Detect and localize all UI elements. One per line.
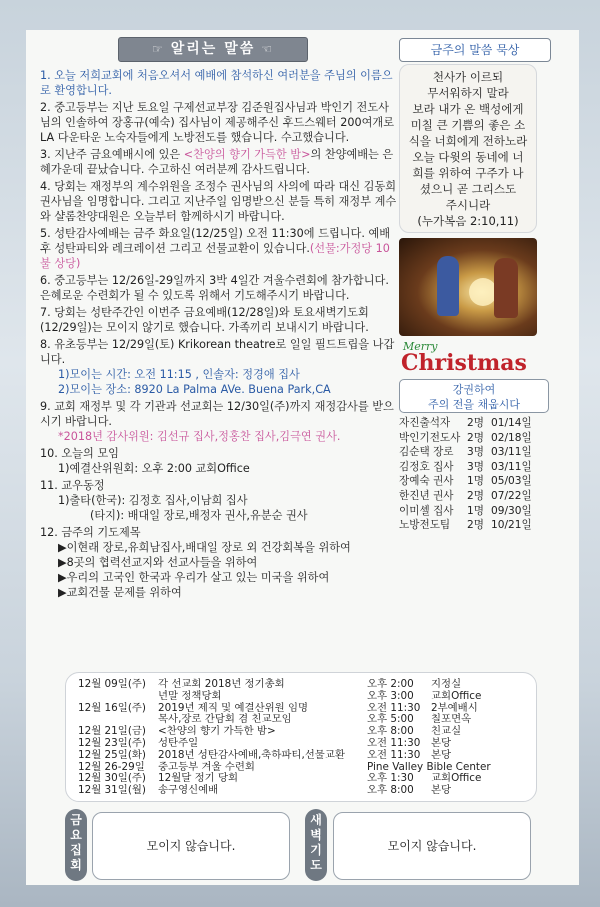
attendance-row: 한진년 권사 2명 07/22일	[399, 489, 532, 502]
meeting-place: 2)모이는 장소: 8920 La Palma AVe. Buena Park,CA	[58, 383, 331, 396]
notice-5: 5. 성탄감사예배는 금주 화요일(12/25일) 오전 11:30에 드립니다. 예배후 성탄파티와 레크레이션 그리고 선물교환이 있습니다.(선물:가정당 10불 상당)	[40, 227, 391, 270]
attendance-row: 노방전도팀 2명 10/21일	[399, 519, 532, 532]
schedule-row: 년말 정책당회 오후 3:00 교회Office	[158, 689, 482, 702]
praise-night-title: <찬양의 향기 가득한 밤>	[183, 148, 311, 161]
prayer-item: ▶8곳의 협력선교지와 선교사들을 위하여	[58, 556, 258, 569]
verse-line: 천사가 이르되	[432, 70, 504, 84]
schedule-row: 12월 21일(금) <찬양의 향기 가득한 밤> 오후 8:00 친교실	[78, 725, 462, 738]
section-title-text: 알리는 말씀	[170, 41, 256, 57]
pointing-hand-left-icon: ☜	[261, 42, 275, 56]
verse-line: 희를 위하여 구주가 나	[412, 166, 524, 180]
schedule-row: 12월 09일(주) 각 선교회 2018년 정기총회 오후 2:00 지정실	[78, 678, 462, 690]
schedule-row: 12월 30일(주) 12월달 정기 당회 오후 1:30 교회Office	[78, 772, 482, 785]
verse-line: 식을 너희에게 전하노라	[408, 134, 528, 148]
gift-note: (선물:가정당 10불 상당)	[40, 242, 390, 270]
exhort-box: 강권하여 주의 전을 채웁시다	[399, 379, 549, 413]
notice-2: 2. 중고등부는 지난 토요일 구제선교부장 김준원집사님과 박인기 전도사님의 인솔하여 장홍규(예숙) 집사님이 제공해주신 후드스웨터 200여개로 LA 다운타운 노숙자들에게 노방전도를 했습니다. 수고했습니다.	[40, 101, 395, 144]
schedule-table	[65, 672, 537, 802]
audit-committee: *2018년 감사위원: 김선규 집사,정홍찬 집사,김극연 권사.	[58, 430, 341, 443]
attendance-row: 박인기전도사 2명 02/18일	[399, 431, 532, 444]
notice-3: 3. 지난주 금요예배시에 있은 <찬양의 향기 가득한 밤>의 찬양예배는 은혜가운데 끝났습니다. 수고하신 여러분께 감사드립니다.	[40, 148, 394, 176]
prayer-item: ▶우리의 고국인 한국과 우리가 살고 있는 미국을 위하여	[58, 571, 330, 584]
nativity-image	[399, 238, 537, 336]
verse-line: 셨으니 곧 그리스도	[419, 182, 517, 196]
attendance-list	[399, 416, 549, 533]
notice-8: 8. 유초등부는 12/29일(토) Krikorean theatre로 일일 필드트립을 나갑니다. 1)모이는 시간: 오전 11:15 , 인솔자: 정경애 집사 2)모이는 장소: 8920 La Palma AVe. Buena Park,CA	[40, 337, 397, 397]
verse-line: 미칠 큰 기쁨의 좋은 소	[410, 118, 526, 132]
schedule-row: 12월 31일(월) 송구영신예배 오후 8:00 본당	[78, 784, 452, 797]
verse-line: 보라 내가 온 백성에게	[412, 102, 524, 116]
verse-line: 무서워하지 말라	[427, 86, 509, 100]
attendance-row: 김정호 집사 3명 03/11일	[399, 460, 532, 473]
attendance-row: 자진출석자 2명 01/14일	[399, 417, 532, 429]
friday-meeting-box: 모이지 않습니다.	[92, 812, 290, 880]
notice-7: 7. 당회는 성탄주간인 이번주 금요예배(12/28일)와 토요새벽기도회(12/29일)는 모이지 않기로 했습니다. 가족끼리 보내시기 바랍니다.	[40, 306, 369, 334]
friday-meeting-label: 금 요 집 회	[65, 809, 87, 881]
meeting-time: 1)모이는 시간: 오전 11:15 , 인솔자: 정경애 집사	[58, 368, 300, 381]
notice-6: 6. 중고등부는 12/26일-29일까지 3박 4일간 겨울수련회에 참가합니다. 은혜로운 수련회가 될 수 있도록 위해서 기도해주시기 바랍니다.	[40, 274, 389, 302]
verse-heading: 금주의 말씀 묵상	[399, 38, 551, 62]
schedule-row: 목사,장로 간담회 겸 친교모임 오후 5:00 칠포면옥	[158, 713, 472, 726]
notice-1: 1. 오늘 저희교회에 처음오셔서 예배에 참석하신 여러분을 주님의 이름으로 환영합니다.	[40, 69, 393, 97]
notice-4: 4. 당회는 재정부의 계수위원을 조정수 권사님의 사의에 따라 대신 김동희 권사님을 임명합니다. 그리고 지난주일 임명받으신 분들 특히 재정부 계수와 샬롬찬양대원은 오늘부터 함께하시기 바랍니다.	[40, 180, 397, 223]
verse-line: 주시니라	[445, 198, 491, 212]
dawn-prayer-label: 새 벽 기 도	[305, 809, 327, 881]
verse-reference: (누가복음 2:10,11)	[417, 214, 519, 228]
attendance-row: 이미셸 집사 1명 09/30일	[399, 504, 532, 517]
prayer-item: ▶이현래 장로,유희남집사,배대일 장로 외 건강회복을 위하여	[58, 541, 351, 554]
merry-christmas-logo: Merry Christmas	[401, 340, 527, 376]
schedule-row: 12월 16일(주) 2019년 제직 및 예결산위원 임명 오전 11:30 2부예배시	[78, 701, 478, 714]
verse-box	[399, 64, 537, 233]
attendance-row: 장예숙 권사 1명 05/03일	[399, 475, 532, 488]
notice-9: 9. 교회 재정부 및 각 기관과 선교회는 12/30일(주)까지 재정감사를 받으시기 바랍니다. *2018년 감사위원: 김선규 집사,정홍찬 집사,김극연 권사.	[40, 399, 397, 444]
notice-11: 11. 교우동정 1)출타(한국): 김정호 집사,이남희 집사 (타지): 배대일 장로,배정자 권사,유분순 권사	[40, 479, 308, 522]
notice-12: 12. 금주의 기도제목 ▶이현래 장로,유희남집사,배대일 장로 외 건강회복을 위하여 ▶8곳의 협력선교지와 선교사들을 위하여 ▶우리의 고국인 한국과 우리가 살고 있는 미국을 위하여 ▶교회건물 문제를 위하여	[40, 525, 397, 600]
notices-list	[40, 68, 397, 602]
verse-line: 오늘 다윗의 동네에 너	[412, 150, 524, 164]
pointing-hand-right-icon: ☞	[151, 42, 165, 56]
dawn-prayer-box: 모이지 않습니다.	[333, 812, 531, 880]
schedule-row: 12월 25일(화) 2018년 성탄감사예배,축하파티,선물교환 오전 11:30 본당	[78, 748, 452, 761]
attendance-row: 김순택 장로 3명 03/11일	[399, 446, 532, 459]
schedule-row: 12월 23일(주) 성탄주일 오전 11:30 본당	[78, 736, 452, 749]
section-title	[118, 37, 308, 62]
prayer-item: ▶교회건물 문제를 위하여	[58, 586, 182, 599]
schedule-row: 12월 26-29일 중고등부 겨울 수련회 Pine Valley Bible Center	[78, 760, 491, 773]
notice-10: 10. 오늘의 모임 1)예결산위원회: 오후 2:00 교회Office	[40, 447, 250, 475]
